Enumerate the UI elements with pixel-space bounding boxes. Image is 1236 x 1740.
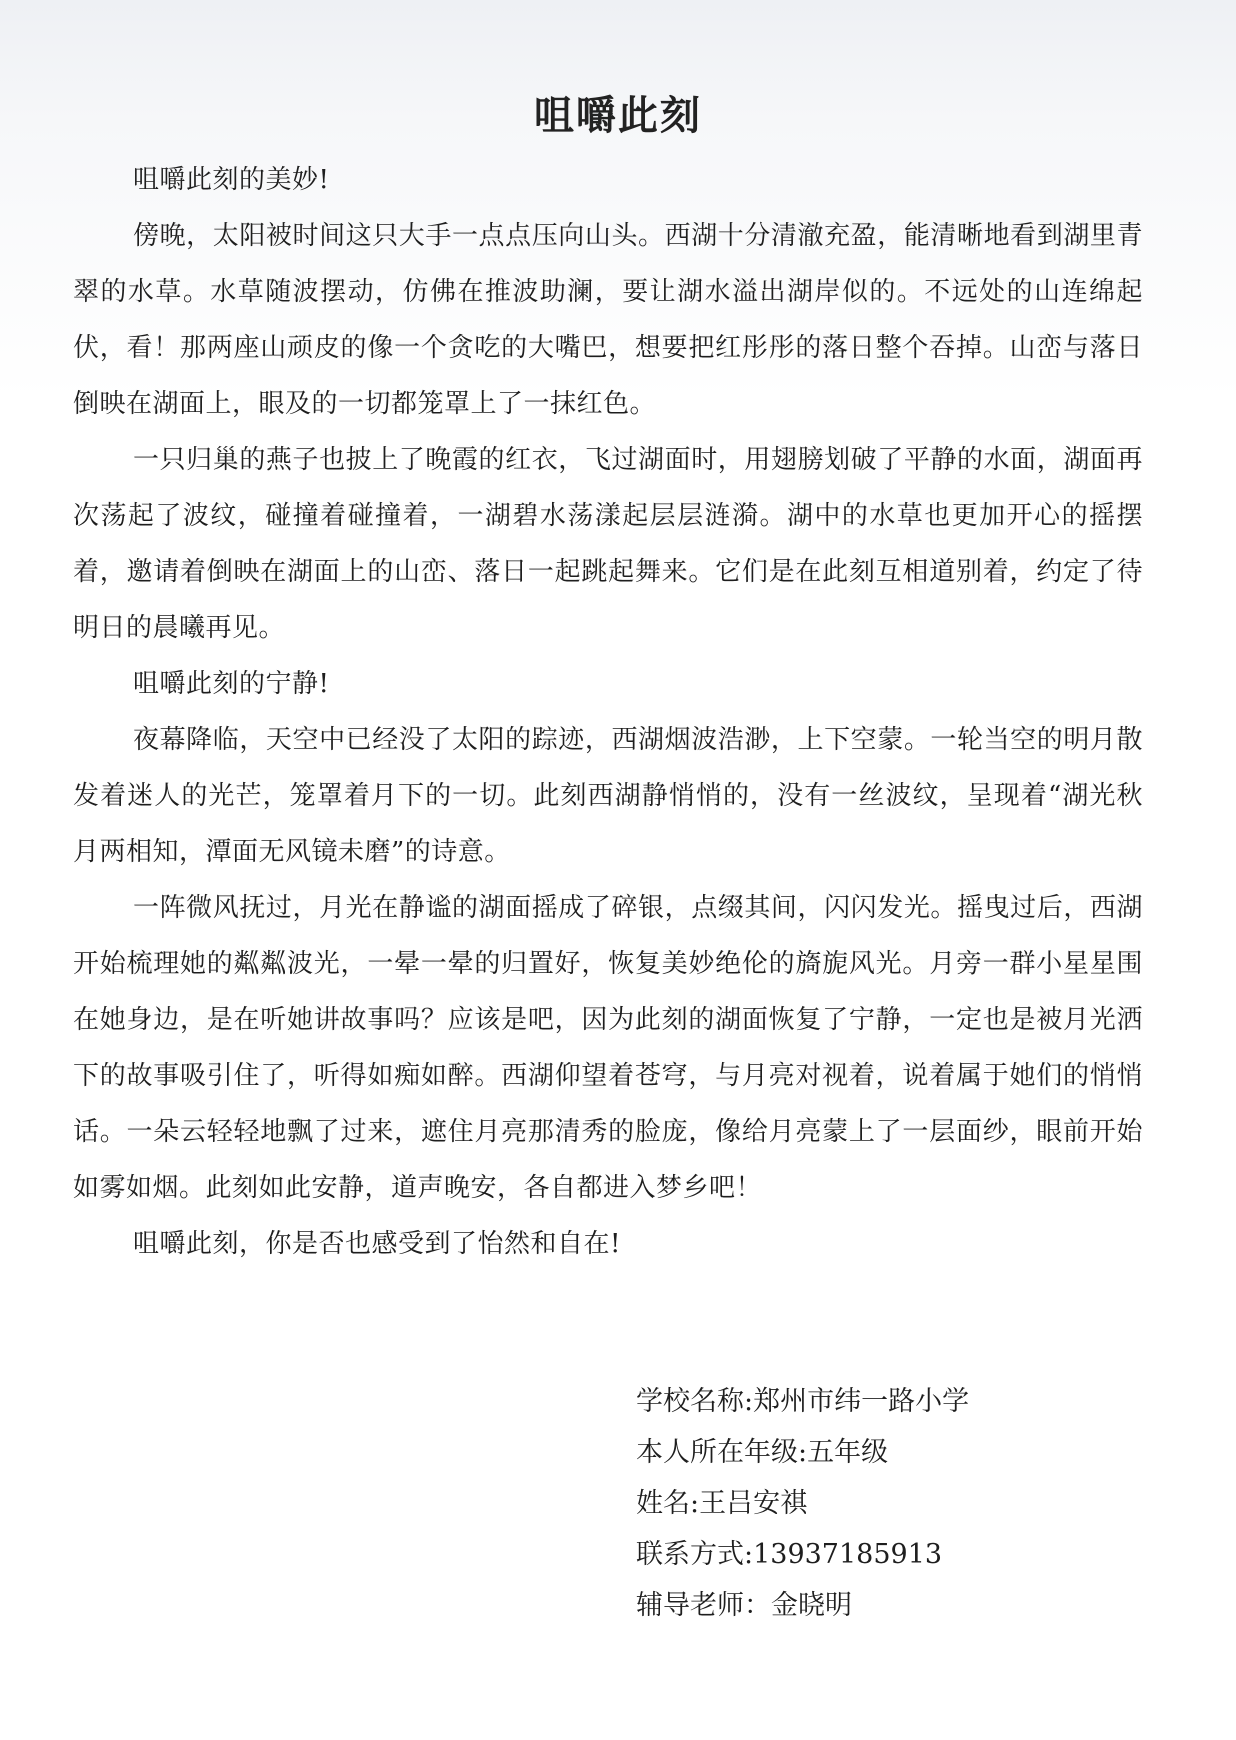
paragraph: 夜幕降临，天空中已经没了太阳的踪迹，西湖烟波浩渺，上下空蒙。一轮当空的明月散发着迷人的光芒，笼罩着月下的一切。此刻西湖静悄悄的，没有一丝波纹，呈现着“湖光秋月两相知，潭面无风镜未磨”的诗意。 — [73, 725, 1143, 867]
paragraph: 咀嚼此刻的美妙! — [133, 165, 330, 195]
paragraph: 一只归巢的燕子也披上了晚霞的红衣，飞过湖面时，用翅膀划破了平静的水面，湖面再次荡起了波纹，碰撞着碰撞着，一湖碧水荡漾起层层涟漪。湖中的水草也更加开心的摇摆着，邀请着倒映在湖面上的山峦、落日一起跳起舞来。它们是在此刻互相道别着，约定了待明日的晨曦再见。 — [73, 445, 1143, 643]
paragraph: 咀嚼此刻的宁静! — [133, 669, 330, 699]
author-info — [636, 1376, 1196, 1631]
paragraph: 一阵微风抚过，月光在静谧的湖面摇成了碎银，点缀其间，闪闪发光。摇曳过后，西湖开始梳理她的粼粼波光，一晕一晕的归置好，恢复美妙绝伦的旖旎风光。月旁一群小星星围在她身边，是在听她讲故事吗？应该是吧，因为此刻的湖面恢复了宁静，一定也是被月光洒下的故事吸引住了，听得如痴如醉。西湖仰望着苍穹，与月亮对视着，说着属于她们的悄悄话。一朵云轻轻地飘了过来，遮住月亮那清秀的脸庞，像给月亮蒙上了一层面纱，眼前开始如雾如烟。此刻如此安静，道声晚安，各自都进入梦乡吧！ — [73, 893, 1143, 1203]
paragraph: 傍晚，太阳被时间这只大手一点点压向山头。西湖十分清澈充盈，能清晰地看到湖里青翠的水草。水草随波摆动，仿佛在推波助澜，要让湖水溢出湖岸似的。不远处的山连绵起伏，看！那两座山顽皮的像一个贪吃的大嘴巴，想要把红彤彤的落日整个吞掉。山峦与落日倒映在湖面上，眼及的一切都笼罩上了一抹红色。 — [73, 221, 1143, 419]
paragraph: 咀嚼此刻，你是否也感受到了怡然和自在! — [133, 1229, 621, 1259]
contact-info: 联系方式:13937185913 — [636, 1539, 943, 1570]
essay-body — [73, 152, 1143, 1272]
grade: 本人所在年级:五年级 — [636, 1437, 889, 1468]
essay-title: 咀嚼此刻 — [534, 93, 702, 139]
school-name: 学校名称:郑州市纬一路小学 — [636, 1386, 970, 1417]
teacher-name: 辅导老师：金晓明 — [636, 1590, 852, 1621]
student-name: 姓名:王吕安祺 — [636, 1488, 808, 1519]
